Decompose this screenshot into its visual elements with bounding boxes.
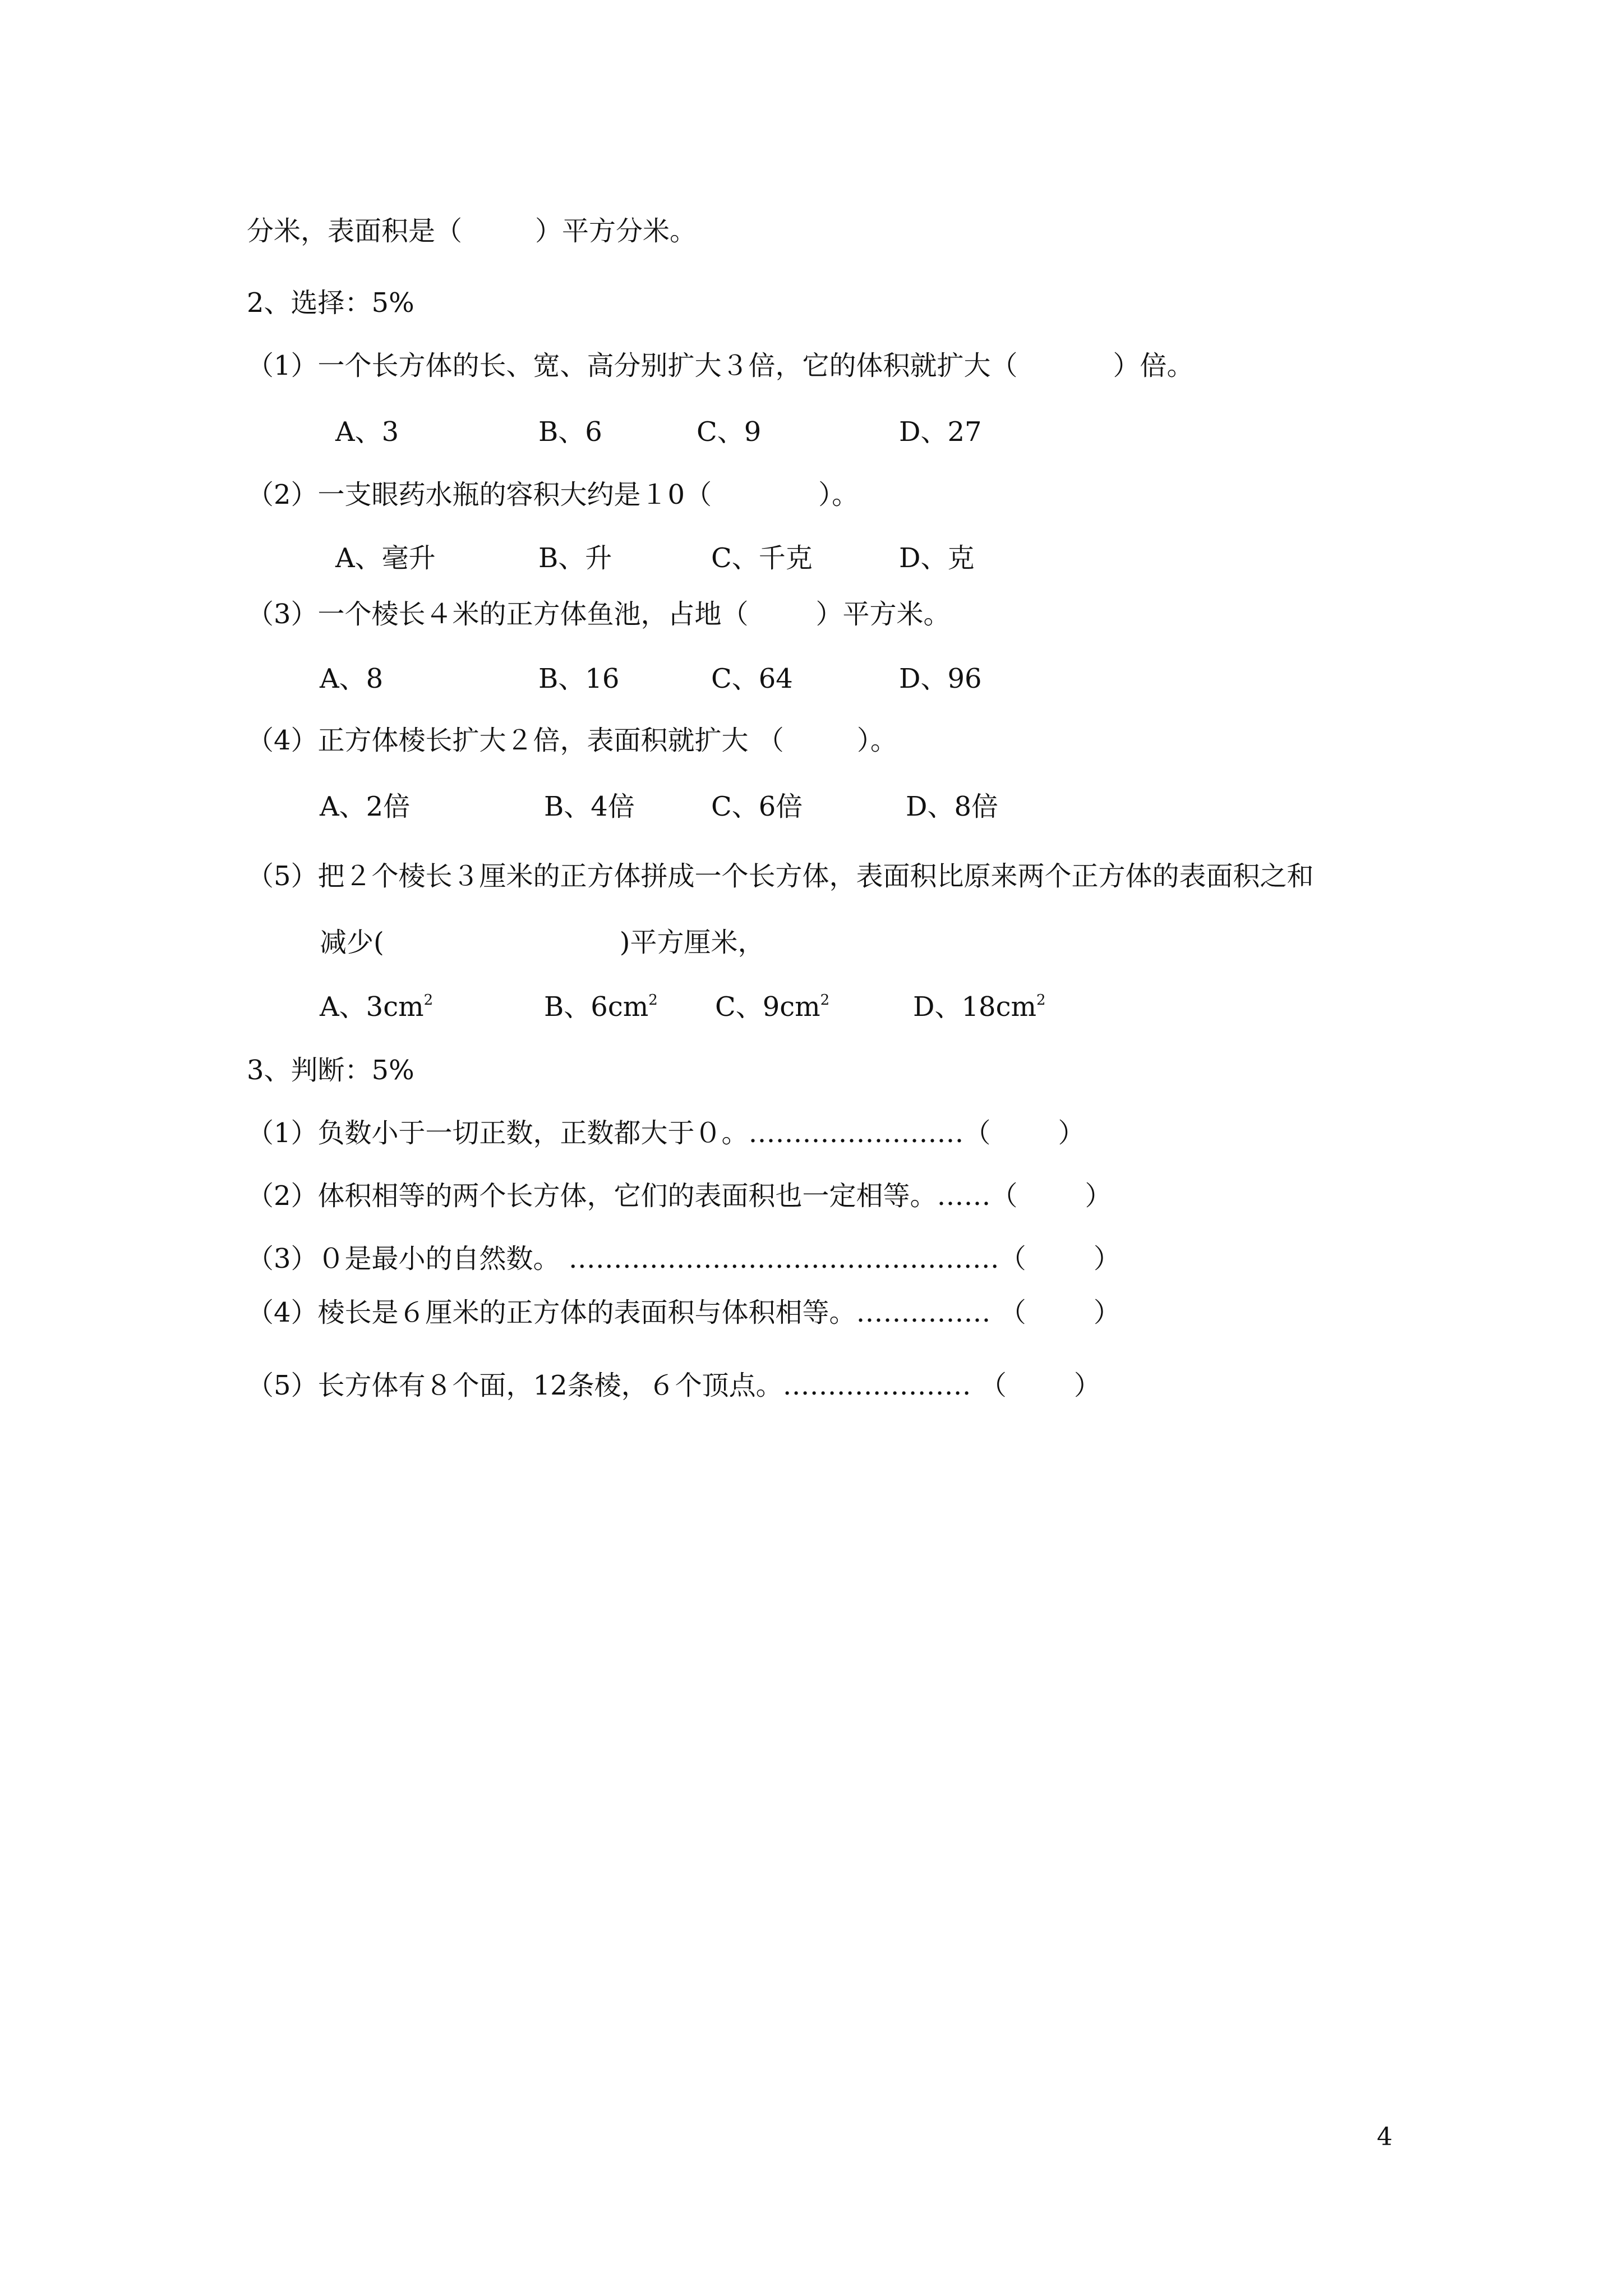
question-text: 减少( [320, 927, 384, 958]
option-b[interactable]: B、4倍 [544, 791, 635, 822]
option-d[interactable]: D、克 [899, 542, 975, 574]
question-text-end: ）。 [818, 479, 859, 510]
judge-text: （5）长方体有８个面，12条棱，６个顶点。………………… （ [247, 1370, 1007, 1401]
superscript: 2 [820, 992, 830, 1009]
judge-close: ） [1093, 1243, 1121, 1274]
question-text-end: ）倍。 [1113, 350, 1194, 381]
judge-text: （1）负数小于一切正数，正数都大于０。……………………（ [247, 1117, 991, 1149]
option-text: D、18cm [913, 991, 1036, 1023]
option-b[interactable]: B、升 [538, 542, 612, 574]
judge-item [247, 1179, 1112, 1213]
section-heading-choice: 2、选择：5% [247, 287, 414, 319]
question-text: （1）一个长方体的长、宽、高分别扩大３倍，它的体积就扩大（ [247, 350, 1018, 381]
option-a[interactable]: A、3 [335, 416, 399, 448]
judge-text: （2）体积相等的两个长方体，它们的表面积也一定相等。……（ [247, 1180, 1018, 1212]
line-text-b: ）平方分米。 [535, 215, 697, 247]
option-c[interactable] [715, 990, 829, 1024]
superscript: 2 [423, 992, 434, 1009]
option-text: C、9cm [715, 991, 820, 1023]
judge-item [247, 1116, 1085, 1150]
question-text: （4）正方体棱长扩大２倍，表面积就扩大 （ [247, 725, 784, 756]
judge-item [247, 1242, 1121, 1276]
judge-close: ） [1085, 1180, 1112, 1212]
question-2 [247, 478, 859, 512]
option-d[interactable]: D、96 [899, 663, 982, 694]
option-a[interactable]: A、8 [320, 663, 384, 694]
option-d[interactable]: D、8倍 [906, 791, 999, 822]
judge-close: ） [1093, 1297, 1121, 1328]
question-text-end: ）。 [856, 725, 897, 756]
option-a[interactable]: A、毫升 [335, 542, 436, 574]
judge-item [247, 1369, 1101, 1402]
judge-text: （4）棱长是６厘米的正方体的表面积与体积相等。…………… （ [247, 1297, 1026, 1328]
fill-in-line [247, 214, 697, 248]
option-a[interactable] [320, 990, 433, 1024]
option-text: B、6cm [544, 991, 649, 1023]
superscript: 2 [1036, 992, 1046, 1009]
question-text: （3）一个棱长４米的正方体鱼池，占地（ [247, 599, 749, 630]
judge-close: ） [1058, 1117, 1085, 1149]
option-b[interactable] [544, 990, 658, 1024]
option-c[interactable]: C、9 [697, 416, 762, 448]
question-text-end: )平方厘米， [619, 927, 765, 958]
option-b[interactable]: B、16 [538, 663, 620, 694]
option-c[interactable]: C、64 [711, 663, 793, 694]
option-c[interactable]: C、6倍 [711, 791, 803, 822]
option-c[interactable]: C、千克 [711, 542, 813, 574]
option-d[interactable]: D、27 [899, 416, 982, 448]
question-4 [247, 724, 897, 757]
judge-close: ） [1073, 1370, 1101, 1401]
page-number: 4 [1377, 2123, 1393, 2151]
question-text-end: ）平方米。 [815, 599, 951, 630]
option-b[interactable]: B、6 [538, 416, 602, 448]
option-d[interactable] [913, 990, 1046, 1024]
question-1 [247, 349, 1194, 383]
question-3 [247, 597, 951, 631]
line-text-a: 分米，表面积是（ [247, 215, 463, 247]
option-text: A、3cm [320, 991, 424, 1023]
question-5-line1: （5）把２个棱长３厘米的正方体拼成一个长方体，表面积比原来两个正方体的表面积之和 [247, 861, 1314, 892]
question-text: （2）一支眼药水瓶的容积大约是１0（ [247, 479, 712, 510]
judge-item [247, 1296, 1121, 1329]
judge-text: （3）０是最小的自然数。 …………………………………………（ [247, 1243, 1026, 1274]
question-5-line2 [320, 926, 764, 959]
option-a[interactable]: A、2倍 [320, 791, 411, 822]
section-heading-judge: 3、判断：5% [247, 1055, 414, 1086]
superscript: 2 [648, 992, 658, 1009]
